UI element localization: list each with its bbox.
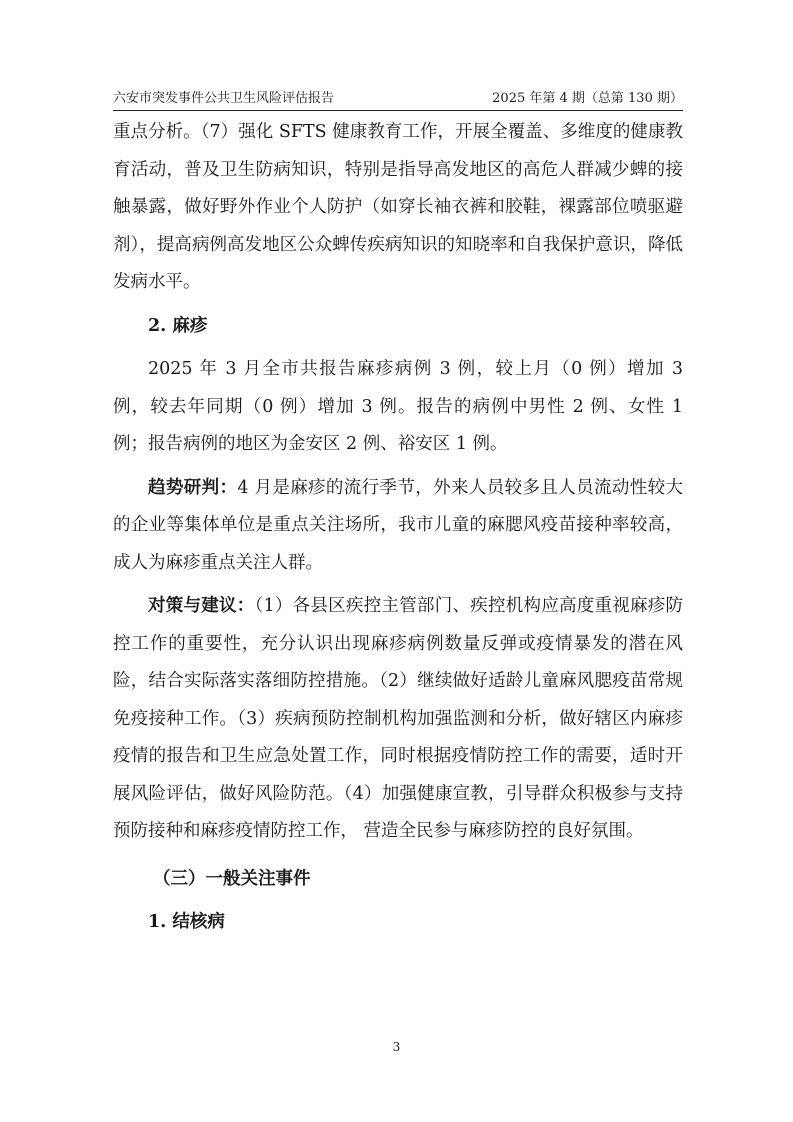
header-issue-number: 2025 年第 4 期（总第 130 期） xyxy=(492,91,683,106)
trend-text: 4 月是麻疹的流行季节，外来人员较多且人员流动性较大的企业等集体单位是重点关注场所，我市儿童的麻腮风疫苗接种率较高，成人为麻疹重点关注人群。 xyxy=(113,477,684,573)
advice-label: 对策与建议： xyxy=(148,596,255,616)
measles-case-summary: 2025 年 3 月全市共报告麻疹病例 3 例，较上月（0 例）增加 3 例，较去年同期（0 例）增加 3 例。报告的病例中男性 2 例、女性 1 例；报告病例的地区为金安区 2 例、裕安区 1 例。 xyxy=(113,359,683,454)
page-number: 3 xyxy=(392,1040,401,1054)
page-header xyxy=(113,88,683,111)
document-body xyxy=(113,114,683,942)
section-heading-general-events: （三）一般关注事件 xyxy=(153,868,311,889)
sfts-advice-continuation: 重点分析。（7）强化 SFTS 健康教育工作，开展全覆盖、多维度的健康教育活动，普及卫生防病知识，特别是指导高发地区的高危人群减少蜱的接触暴露，做好野外作业个人防护（如穿长袖衣裤和胶鞋，裸露部位喷驱避剂），提高病例高发地区公众蜱传疾病知识的知晓率和自我保护意识，降低发病水平。 xyxy=(113,122,683,292)
measles-trend-paragraph xyxy=(113,470,683,583)
measles-advice-paragraph xyxy=(113,588,683,851)
trend-label: 趋势研判： xyxy=(148,477,238,498)
section-heading-tuberculosis: 1. 结核病 xyxy=(148,912,225,932)
header-report-title: 六安市突发事件公共卫生风险评估报告 xyxy=(113,91,335,106)
advice-text: （1）各县区疾控主管部门、疾控机构应高度重视麻疹防控工作的重要性，充分认识出现麻疹病例数量反弹或疫情暴发的潜在风险，结合实际落实落细防控措施。（2）继续做好适龄儿童麻风腮疫苗常规免疫接种工作。（3）疾病预防控制机构加强监测和分析，做好辖区内麻疹疫情的报告和卫生应急处置工作，同时根据疫情防控工作的需要，适时开展风险评估，做好风险防范。（4）加强健康宣教，引导群众积极参与支持预防接种和麻疹疫情防控工作， 营造全民参与麻疹防控的良好氛围。 xyxy=(113,596,684,841)
section-heading-measles: 2. 麻疹 xyxy=(148,315,208,336)
